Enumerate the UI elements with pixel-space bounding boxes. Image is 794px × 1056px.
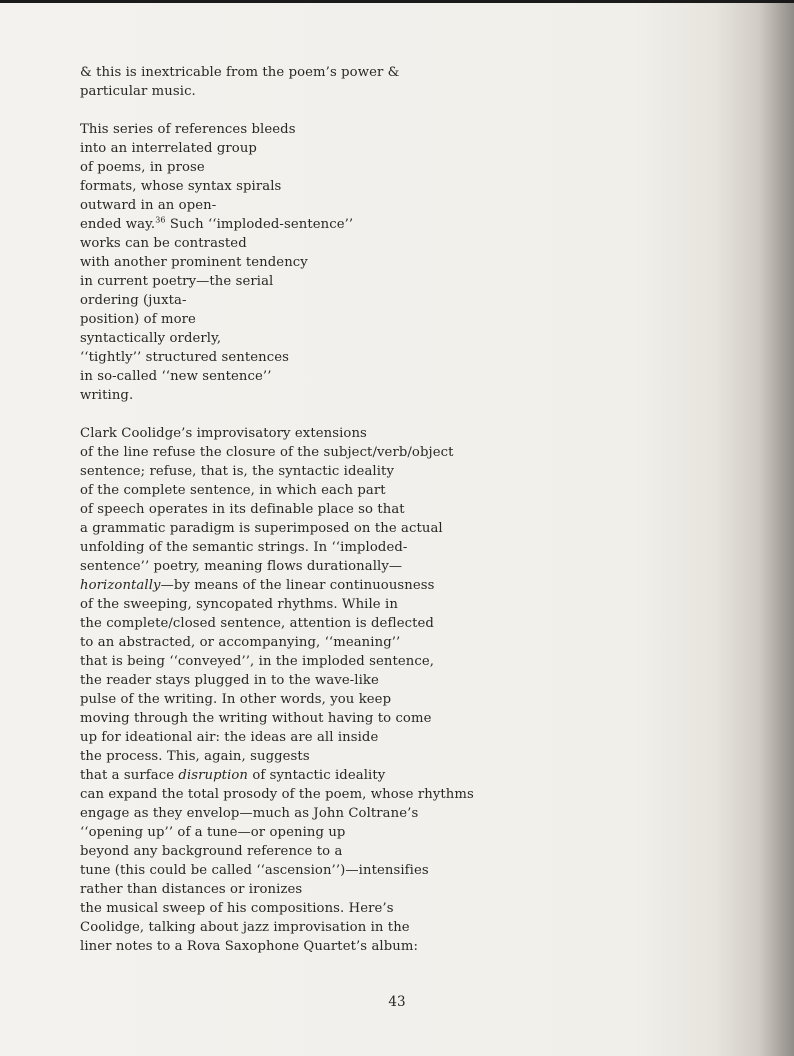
text-line: of the line refuse the closure of the subject/verb/object bbox=[80, 445, 454, 460]
text-line: of speech operates in its definable place so that bbox=[80, 502, 405, 517]
text-line: & this is inextricable from the poem’s power & bbox=[80, 65, 400, 80]
text-line bbox=[80, 215, 550, 234]
text-line: of poems, in prose bbox=[80, 160, 205, 175]
text-line: to an abstracted, or accompanying, ‘‘meaning’’ bbox=[80, 635, 401, 650]
text-line: the reader stays plugged in to the wave-like bbox=[80, 673, 379, 688]
text-line: writing. bbox=[80, 388, 134, 403]
text-line: Clark Coolidge’s improvisatory extensions bbox=[80, 426, 367, 441]
text-line: the complete/closed sentence, attention is deflected bbox=[80, 616, 434, 631]
text-line: the musical sweep of his compositions. Here’s bbox=[80, 901, 394, 916]
text-line: in current poetry—the serial bbox=[80, 274, 274, 289]
text-line: outward in an open- bbox=[80, 198, 217, 213]
text-line: in so-called ‘‘new sentence’’ bbox=[80, 369, 272, 384]
text-line: that is being ‘‘conveyed’’, in the imploded sentence, bbox=[80, 654, 435, 669]
text-line: works can be contrasted bbox=[80, 236, 247, 251]
italic-emphasis: horizontally bbox=[80, 578, 161, 593]
paragraph-gap bbox=[80, 101, 550, 120]
text-line: moving through the writing without having to come bbox=[80, 711, 432, 726]
body-text bbox=[80, 63, 550, 956]
text-line: rather than distances or ironizes bbox=[80, 882, 303, 897]
text-line: can expand the total prosody of the poem, whose rhythms bbox=[80, 787, 474, 802]
spine-shadow bbox=[758, 0, 794, 1056]
text-line: sentence; refuse, that is, the syntactic ideality bbox=[80, 464, 394, 479]
text-run: ended way. bbox=[80, 217, 156, 232]
text-line: unfolding of the semantic strings. In ‘‘imploded- bbox=[80, 540, 408, 555]
text-line: This series of references bleeds bbox=[80, 122, 296, 137]
text-line: engage as they envelop—much as John Coltrane’s bbox=[80, 806, 419, 821]
text-line: pulse of the writing. In other words, you keep bbox=[80, 692, 392, 707]
text-line: position) of more bbox=[80, 312, 196, 327]
text-line: Coolidge, talking about jazz improvisation in the bbox=[80, 920, 410, 935]
text-line: up for ideational air: the ideas are all inside bbox=[80, 730, 379, 745]
text-run: of syntactic ideality bbox=[248, 768, 386, 783]
text-line: into an interrelated group bbox=[80, 141, 257, 156]
paragraph-gap bbox=[80, 405, 550, 424]
italic-emphasis: disruption bbox=[178, 768, 249, 783]
text-run: that a surface bbox=[80, 768, 179, 783]
text-line: ‘‘tightly’’ structured sentences bbox=[80, 350, 289, 365]
text-line: of the complete sentence, in which each part bbox=[80, 483, 386, 498]
text-line: ordering (juxta- bbox=[80, 293, 187, 308]
text-line: particular music. bbox=[80, 84, 196, 99]
text-line: formats, whose syntax spirals bbox=[80, 179, 282, 194]
text-line: with another prominent tendency bbox=[80, 255, 308, 270]
text-line: of the sweeping, syncopated rhythms. While in bbox=[80, 597, 398, 612]
text-line: the process. This, again, suggests bbox=[80, 749, 310, 764]
text-line bbox=[80, 766, 550, 785]
text-line bbox=[80, 576, 550, 595]
text-line: beyond any background reference to a bbox=[80, 844, 343, 859]
text-line: syntactically orderly, bbox=[80, 331, 222, 346]
paragraph bbox=[80, 63, 550, 101]
page-number: 43 bbox=[388, 994, 406, 1010]
text-run: —by means of the linear continuousness bbox=[160, 578, 435, 593]
paragraph bbox=[80, 424, 550, 956]
footnote-marker: 36 bbox=[155, 215, 166, 225]
top-edge-rule bbox=[0, 0, 794, 3]
text-run: Such ‘‘imploded-sentence’’ bbox=[165, 217, 354, 232]
text-line: sentence’’ poetry, meaning flows durationally— bbox=[80, 559, 403, 574]
text-line: liner notes to a Rova Saxophone Quartet’s album: bbox=[80, 939, 419, 954]
text-line: ‘‘opening up’’ of a tune—or opening up bbox=[80, 825, 346, 840]
text-line: tune (this could be called ‘‘ascension’’)—intensifies bbox=[80, 863, 429, 878]
text-line: a grammatic paradigm is superimposed on the actual bbox=[80, 521, 443, 536]
paragraph bbox=[80, 120, 550, 405]
